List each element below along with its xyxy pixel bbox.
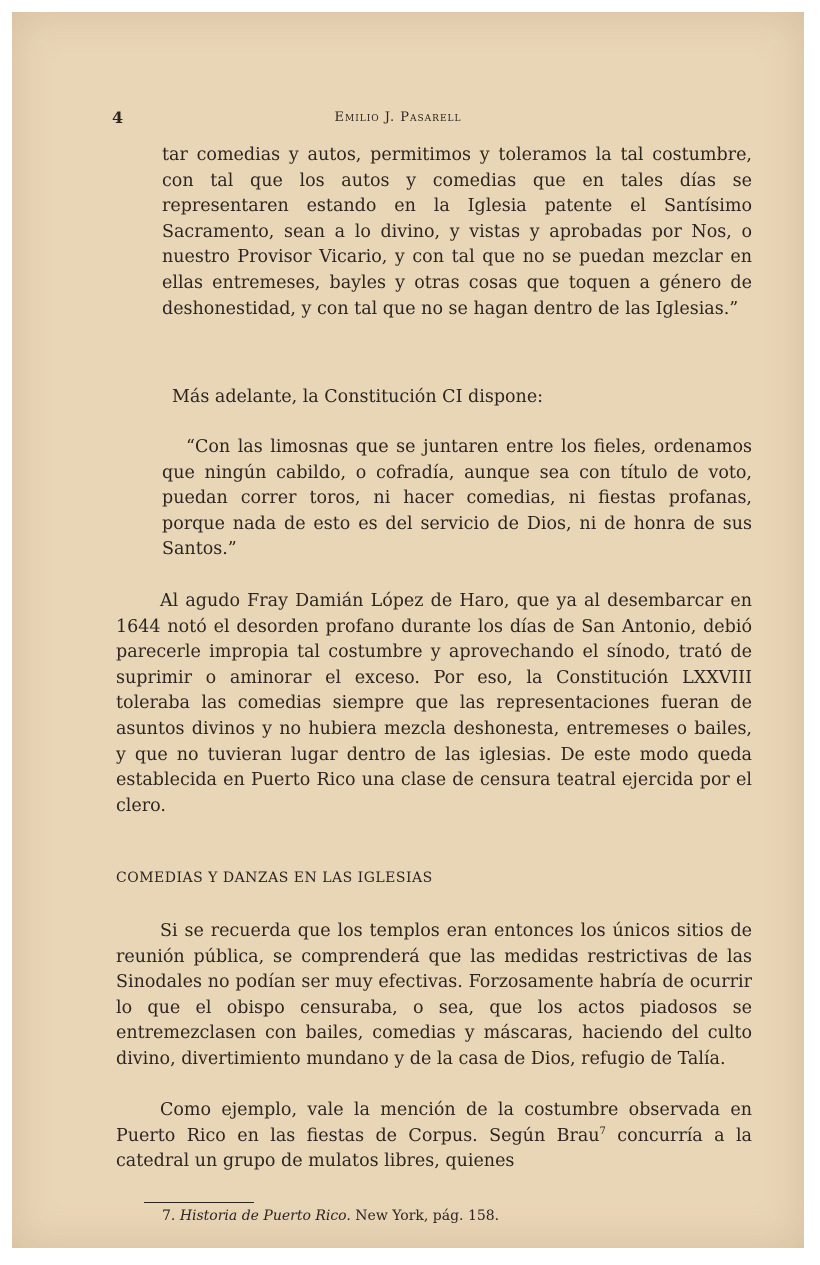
running-head: Emilio J. Pasarell xyxy=(334,110,462,125)
body-paragraph-3 xyxy=(116,1098,752,1175)
body-paragraph-2: Si se recuerda que los templos eran entonces los únicos sitios de reunión pública, se comprenderá que las medidas restrictivas de las Sinodales no podían ser muy efectivas. Forzosamente habría de ocurrir lo que el obispo censuraba, o sea, que los actos piadosos se entremezclasen con bailes, comedias y máscaras, haciendo del culto divino, divertimiento mundano y de la casa de Dios, refugio de Talía. xyxy=(116,921,752,1069)
body-paragraph-3-continuation: concurría a la catedral un grupo de mulatos libres, quienes xyxy=(116,1125,752,1172)
page-header xyxy=(112,108,744,132)
footnote-reference-details: New York, pág. 158. xyxy=(355,1208,500,1224)
book-page xyxy=(12,12,804,1248)
footnote-number: 7. xyxy=(162,1208,176,1224)
body-paragraph-3-text: Como ejemplo, vale la mención de la costumbre observada en Puerto Rico en las fiestas de Corpus. Según Brau xyxy=(116,1100,752,1146)
body-paragraph-1: Al agudo Fray Damián López de Haro, que ya al desembarcar en 1644 notó el desorden profano durante los días de San Antonio, debió parecerle impropia tal costumbre y aprovechando el sínodo, trató de suprimir o aminorar el exceso. Por eso, la Constitución LXXVIII toleraba las comedias siempre que las representaciones fueran de asuntos divinos y no hubiera mezcla deshonesta, entremeses o bailes, y que no tuvieran lugar dentro de las iglesias. De este modo queda establecida en Puerto Rico una clase de censura teatral ejercida por el clero. xyxy=(116,591,752,816)
intro-paragraph: Más adelante, la Constitución CI dispone: xyxy=(172,387,544,407)
page-number: 4 xyxy=(112,108,124,127)
footnote-title: Historia de Puerto Rico. xyxy=(179,1208,351,1224)
footnote-reference: 7 xyxy=(599,1125,606,1137)
quote-paragraph-1: tar comedias y autos, permitimos y toleramos la tal costumbre, con tal que los autos y comedias que en tales días se representaren estando en la Iglesia patente el Santísimo Sacramento, sean a lo divino, y vistas y aprobadas por Nos, o nuestro Provisor Vicario, y con tal que no se puedan mezclar en ellas entremeses, bayles y otras cosas que toquen a género de deshonestidad, y con tal que no se hagan dentro de las Iglesias.” xyxy=(162,145,752,319)
quote-paragraph-2: “Con las limosnas que se juntaren entre los fieles, ordenamos que ningún cabildo, o cofradía, aunque sea con título de voto, puedan correr toros, ni hacer comedias, ni fiestas profanas, porque nada de esto es del servicio de Dios, ni de honra de sus Santos.” xyxy=(162,437,752,560)
section-heading: COMEDIAS Y DANZAS EN LAS IGLESIAS xyxy=(116,870,433,886)
footnote xyxy=(162,1208,499,1224)
footnote-rule xyxy=(144,1202,254,1203)
